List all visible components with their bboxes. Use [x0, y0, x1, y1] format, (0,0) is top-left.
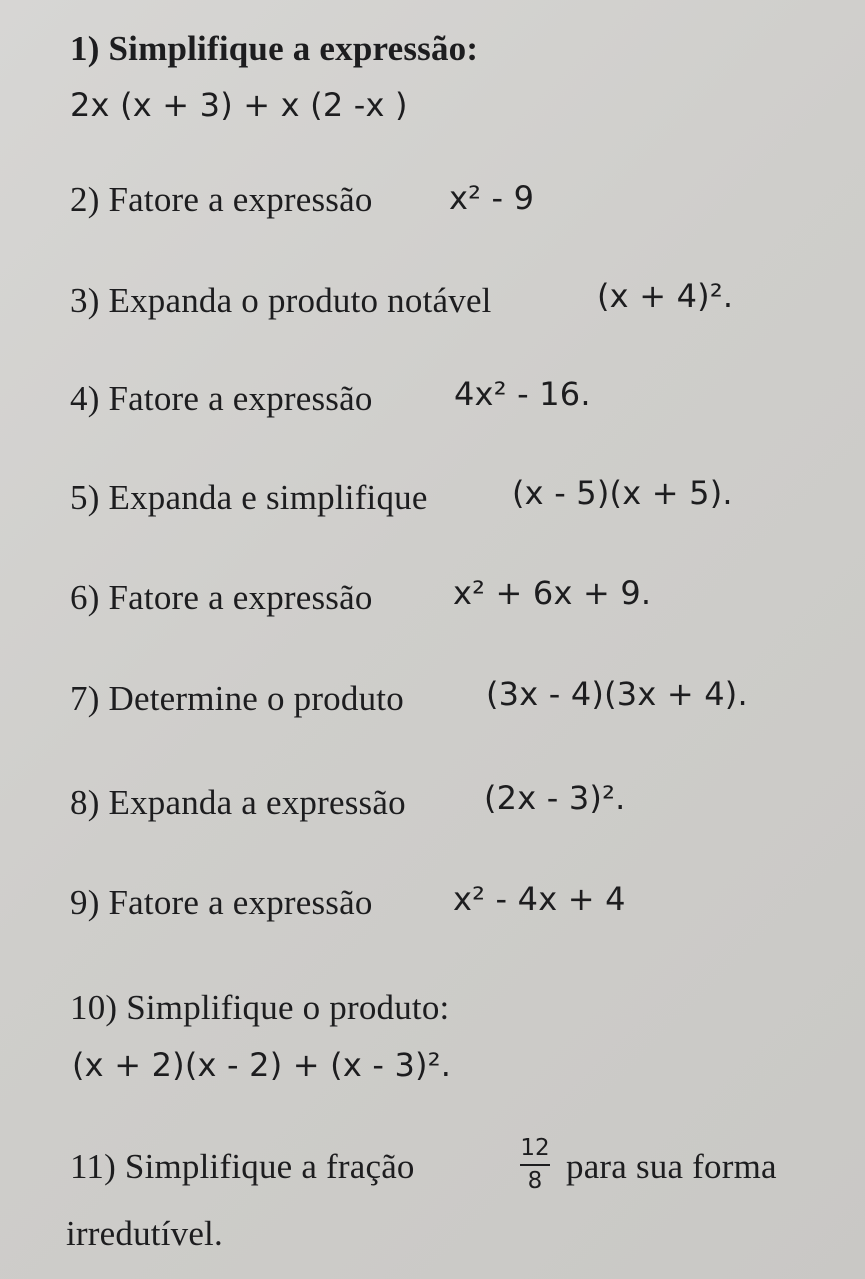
question-2-label: 2) Fatore a expressão [70, 180, 373, 219]
question-1-label: 1) Simplifique a expressão: [70, 29, 479, 68]
question-10-expression: (x + 2)(x - 2) + (x - 3)². [72, 1046, 452, 1084]
question-7-label: 7) Determine o produto [70, 679, 404, 718]
question-11-label: 11) Simplifique a fração [70, 1147, 415, 1186]
question-8-label: 8) Expanda a expressão [70, 783, 406, 822]
question-6-expression: x² + 6x + 9. [453, 574, 652, 612]
question-3-expression: (x + 4)². [597, 277, 734, 315]
question-10-label: 10) Simplifique o produto: [70, 988, 450, 1027]
question-1-expression: 2x (x + 3) + x (2 -x ) [70, 86, 408, 124]
fraction-bar [520, 1164, 550, 1166]
question-4-expression: 4x² - 16. [454, 375, 591, 413]
fraction-denominator: 8 [527, 1168, 543, 1194]
question-6-label: 6) Fatore a expressão [70, 578, 373, 617]
question-9-label: 9) Fatore a expressão [70, 883, 373, 922]
question-11-continuation: irredutível. [66, 1214, 223, 1253]
fraction-numerator: 12 [520, 1135, 550, 1161]
question-7-expression: (3x - 4)(3x + 4). [486, 675, 748, 713]
question-9-expression: x² - 4x + 4 [453, 880, 626, 918]
question-2-expression: x² - 9 [449, 179, 535, 217]
question-8-expression: (2x - 3)². [484, 779, 626, 817]
question-5-label: 5) Expanda e simplifique [70, 478, 428, 517]
question-11-suffix: para sua forma [566, 1147, 777, 1186]
question-11-fraction [515, 1137, 555, 1194]
question-4-label: 4) Fatore a expressão [70, 379, 373, 418]
question-3-label: 3) Expanda o produto notável [70, 281, 492, 320]
question-5-expression: (x - 5)(x + 5). [512, 474, 733, 512]
